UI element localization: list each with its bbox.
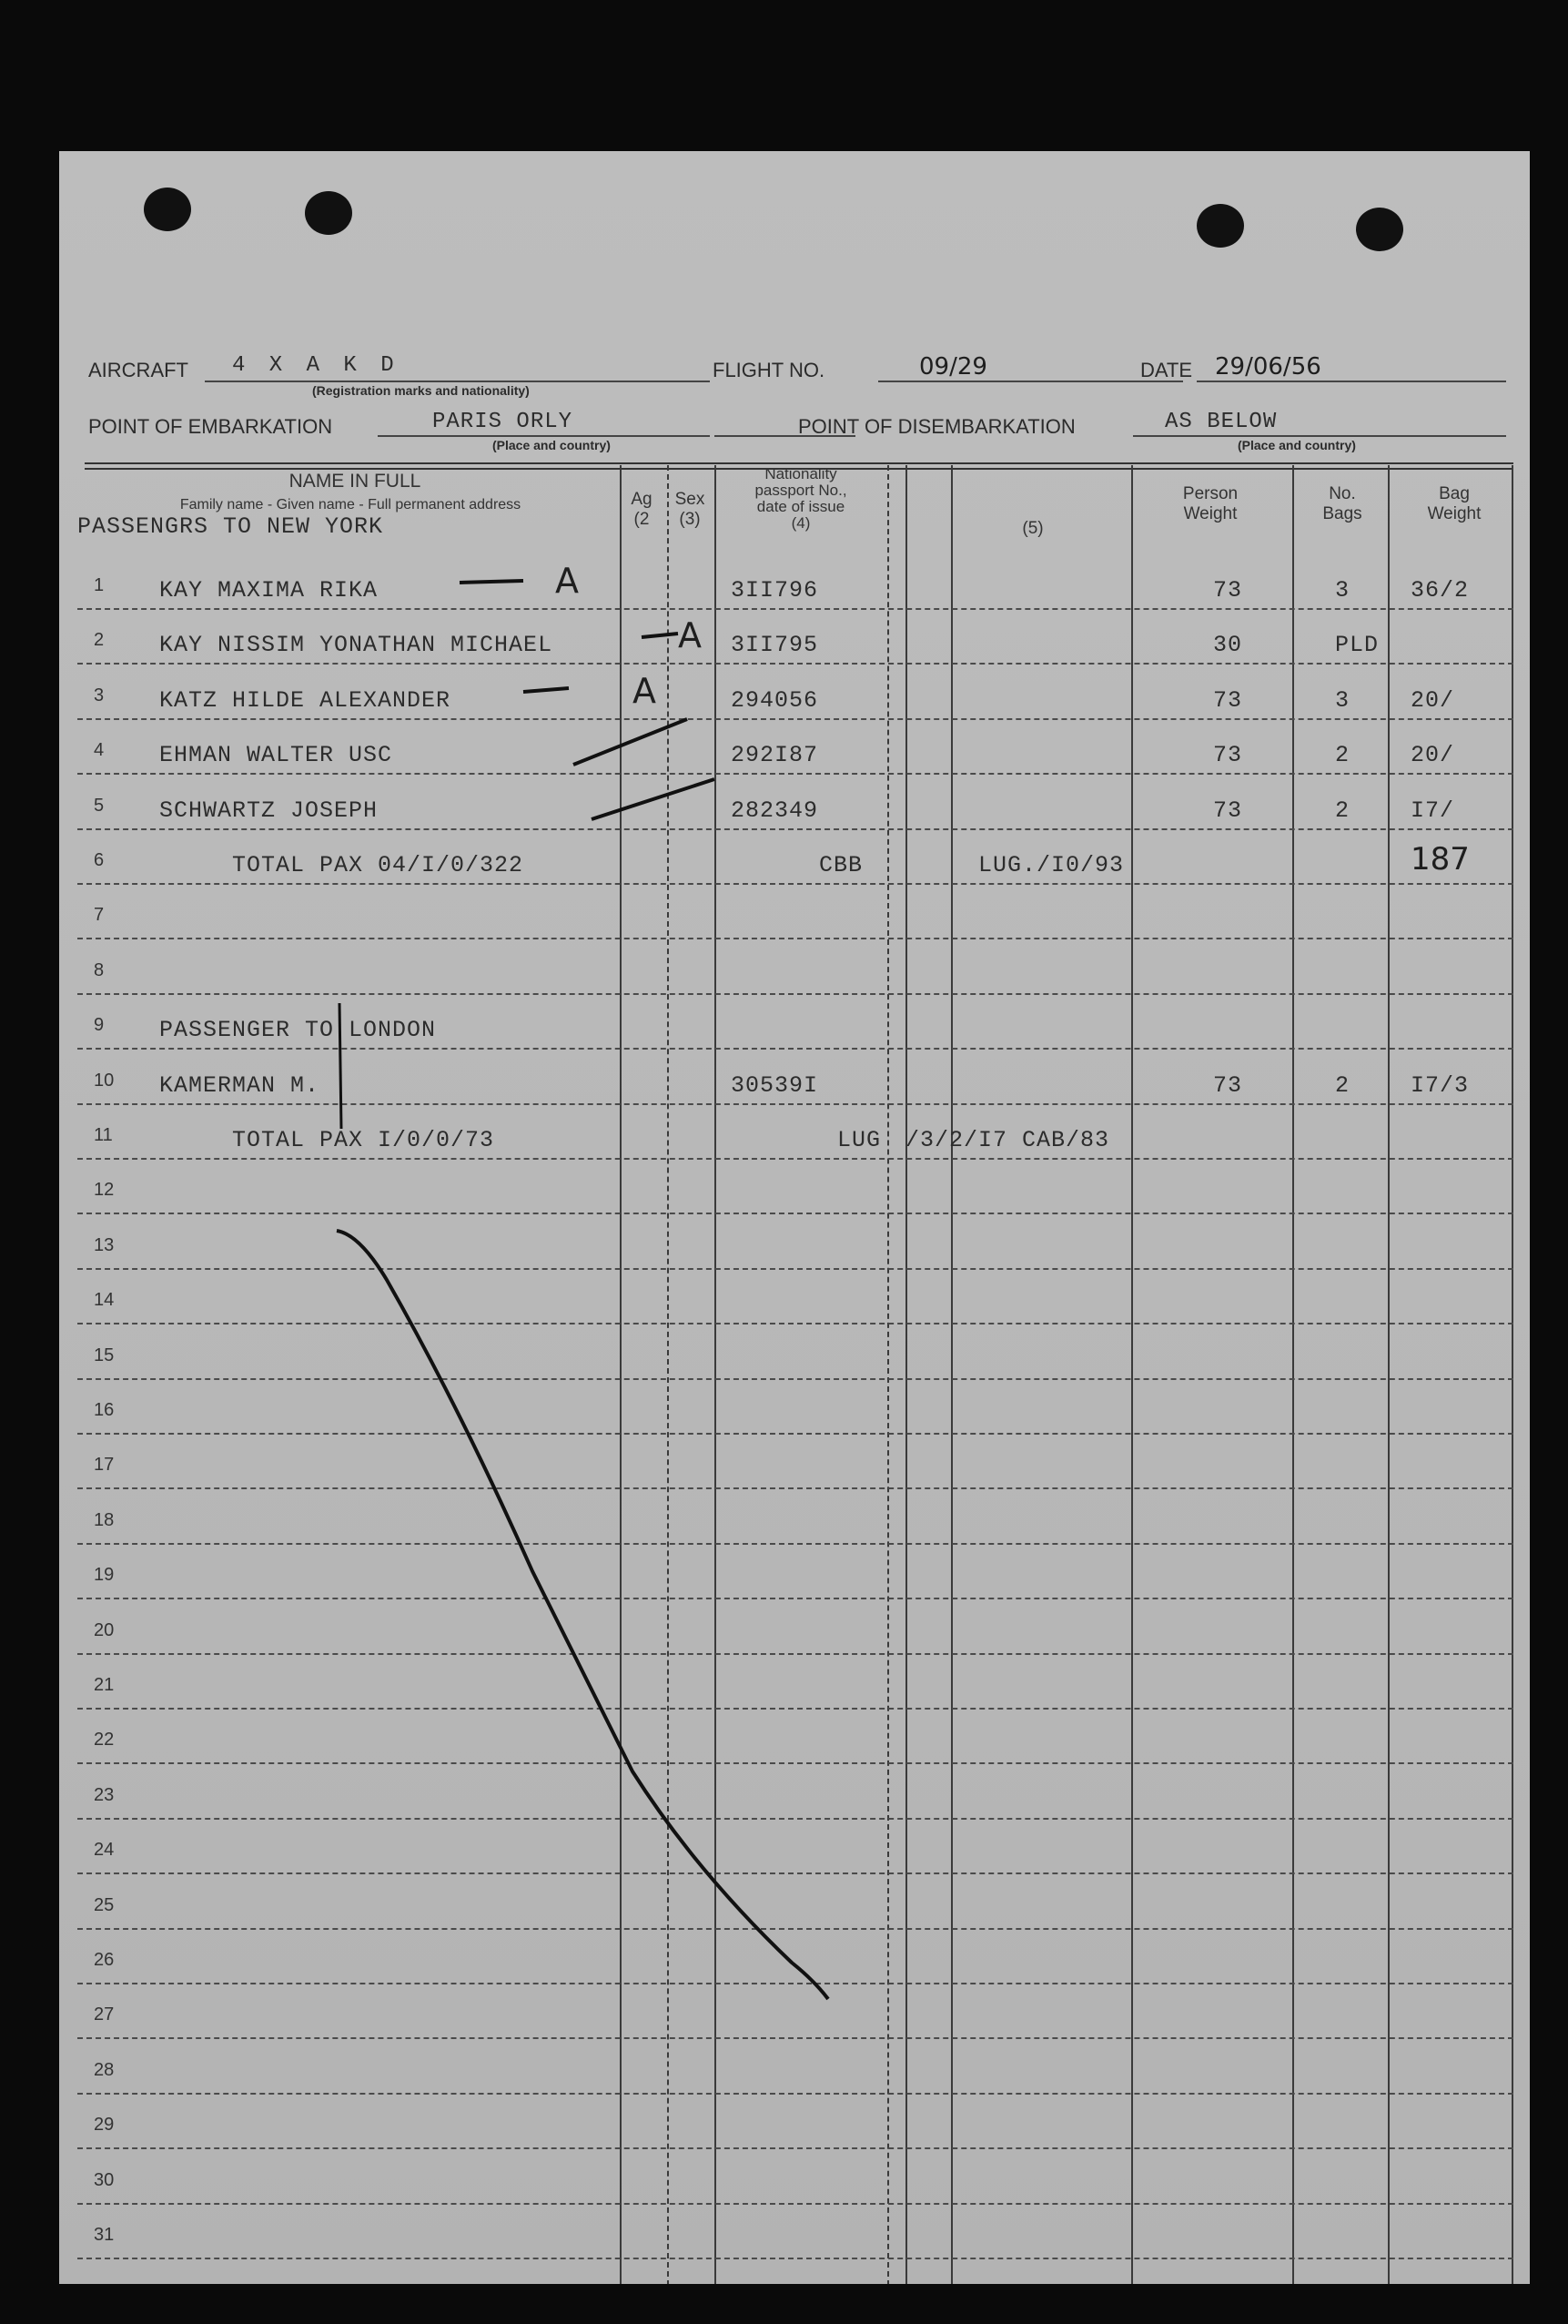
passenger-name: KAY MAXIMA RIKA bbox=[159, 577, 379, 604]
col-sex-label: Sex bbox=[674, 490, 705, 509]
col-person-weight-l1: Person bbox=[1182, 484, 1239, 503]
col-age-label: Ag bbox=[631, 490, 652, 509]
handwritten-marks bbox=[59, 151, 1530, 2284]
passenger-name: EHMAN WALTER USC bbox=[159, 742, 393, 769]
passenger-name: TOTAL PAX I/0/0/73 bbox=[232, 1127, 495, 1153]
person-weight: 73 bbox=[1213, 742, 1243, 769]
bag-weight: I7/ bbox=[1411, 797, 1455, 824]
aircraft-note: (Registration marks and nationality) bbox=[312, 383, 530, 398]
col-age-num: (2 bbox=[633, 510, 650, 529]
col-nat-line1: Nationality bbox=[764, 465, 837, 482]
row-number: 29 bbox=[94, 2115, 115, 2136]
row-number: 12 bbox=[94, 1180, 115, 1201]
row-number: 3 bbox=[94, 685, 105, 705]
date-label: DATE bbox=[1140, 359, 1193, 381]
row-number: 15 bbox=[94, 1345, 115, 1365]
row-number: 6 bbox=[94, 850, 105, 870]
check-stroke bbox=[592, 779, 714, 819]
person-weight: 30 bbox=[1213, 632, 1243, 659]
bag-weight: 36/2 bbox=[1411, 577, 1470, 604]
check-stroke bbox=[573, 719, 687, 765]
row-number: 17 bbox=[94, 1455, 115, 1476]
bag-weight: I7/3 bbox=[1411, 1071, 1470, 1099]
row-number: 18 bbox=[94, 1509, 115, 1530]
handwritten-mark: A bbox=[555, 561, 579, 601]
row-number: 22 bbox=[94, 1730, 115, 1751]
row-number: 8 bbox=[94, 959, 105, 980]
row-number: 11 bbox=[94, 1125, 113, 1145]
passport-number: 3II796 bbox=[731, 577, 819, 604]
col-bag-weight-l2: Weight bbox=[1427, 504, 1482, 523]
passport-number: 3II795 bbox=[731, 632, 819, 659]
embarkation-value: PARIS ORLY bbox=[432, 410, 573, 434]
row-number: 14 bbox=[94, 1290, 115, 1311]
passenger-name: KAY NISSIM YONATHAN MICHAEL bbox=[159, 632, 553, 659]
bag-count: 2 bbox=[1335, 797, 1351, 824]
handwritten-mark: A bbox=[632, 670, 656, 711]
embarkation-label: POINT OF EMBARKATION bbox=[88, 415, 333, 438]
disembarkation-note: (Place and country) bbox=[1238, 438, 1356, 452]
aircraft-value: 4 X A K D bbox=[232, 353, 400, 378]
check-stroke bbox=[339, 1003, 341, 1129]
row-number: 2 bbox=[94, 630, 105, 651]
manifest-sheet bbox=[59, 151, 1530, 2284]
row-number: 24 bbox=[94, 1840, 115, 1861]
passport-number: 294056 bbox=[731, 686, 819, 714]
row-number: 13 bbox=[94, 1234, 115, 1255]
passenger-name: KATZ HILDE ALEXANDER bbox=[159, 686, 451, 714]
bag-count: 2 bbox=[1335, 742, 1351, 769]
row-number: 10 bbox=[94, 1070, 115, 1091]
row-number: 25 bbox=[94, 1894, 115, 1915]
flight-label: FLIGHT NO. bbox=[713, 359, 825, 381]
bag-weight: 20/ bbox=[1411, 742, 1455, 769]
row-number: 16 bbox=[94, 1400, 115, 1420]
col-nat-num: (4) bbox=[791, 514, 811, 532]
date-value: 29/06/56 bbox=[1215, 353, 1321, 381]
passenger-name: PASSENGER TO LONDON bbox=[159, 1017, 437, 1044]
disembarkation-label: POINT OF DISEMBARKATION bbox=[798, 415, 1076, 438]
passport-number: 292I87 bbox=[731, 742, 819, 769]
col-bag-weight-l1: Bag bbox=[1439, 484, 1470, 503]
col5-value: /3/2/I7 CAB/83 bbox=[905, 1127, 1110, 1153]
bag-weight: 20/ bbox=[1411, 686, 1455, 714]
row-number: 28 bbox=[94, 2059, 115, 2080]
bag-count: 3 bbox=[1335, 686, 1351, 714]
passenger-name: SCHWARTZ JOSEPH bbox=[159, 797, 379, 824]
passenger-name: KAMERMAN M. bbox=[159, 1071, 320, 1099]
person-weight: 73 bbox=[1213, 797, 1243, 824]
embarkation-note: (Place and country) bbox=[492, 438, 611, 452]
row-number: 1 bbox=[94, 575, 105, 595]
col-person-weight-l2: Weight bbox=[1183, 504, 1238, 523]
col-name-subtitle: Family name - Given name - Full permanent address bbox=[179, 497, 521, 512]
section-title-new-york: PASSENGRS TO NEW YORK bbox=[77, 513, 384, 540]
col-bags-l1: No. bbox=[1329, 484, 1356, 503]
passenger-name: TOTAL PAX 04/I/0/322 bbox=[232, 852, 524, 878]
check-stroke bbox=[523, 688, 569, 692]
person-weight: 73 bbox=[1213, 686, 1243, 714]
row-number: 5 bbox=[94, 795, 105, 816]
row-number: 31 bbox=[94, 2225, 115, 2245]
bag-count: 3 bbox=[1335, 577, 1351, 604]
row-number: 30 bbox=[94, 2169, 115, 2190]
check-stroke bbox=[460, 581, 523, 583]
diagonal-cancel-line bbox=[337, 1231, 828, 1999]
row-number: 27 bbox=[94, 2004, 115, 2025]
row-number: 9 bbox=[94, 1015, 105, 1036]
row-number: 26 bbox=[94, 1950, 115, 1970]
col-nat-line2: passport No., bbox=[754, 482, 847, 499]
disembarkation-value: AS BELOW bbox=[1165, 410, 1278, 434]
row-number: 23 bbox=[94, 1784, 115, 1805]
row-number: 19 bbox=[94, 1565, 115, 1586]
passport-number: 30539I bbox=[731, 1071, 819, 1099]
passport-number: LUG bbox=[837, 1127, 882, 1153]
bag-count: PLD bbox=[1335, 632, 1380, 659]
col5-value: LUG./I0/93 bbox=[978, 852, 1125, 878]
col-sex-num: (3) bbox=[679, 510, 701, 529]
row-number: 21 bbox=[94, 1675, 115, 1695]
check-stroke bbox=[642, 634, 678, 637]
passport-number: CBB bbox=[819, 852, 864, 878]
row-number: 20 bbox=[94, 1619, 115, 1640]
flight-value: 09/29 bbox=[919, 353, 987, 381]
col-name-title: NAME IN FULL bbox=[288, 471, 421, 492]
row-number: 7 bbox=[94, 905, 105, 926]
handwritten-mark: A bbox=[678, 615, 702, 656]
person-weight: 73 bbox=[1213, 1071, 1243, 1099]
bag-weight: 187 bbox=[1411, 841, 1470, 878]
col-bags-l2: Bags bbox=[1322, 504, 1362, 523]
passport-number: 282349 bbox=[731, 797, 819, 824]
col-nat-line3: date of issue bbox=[756, 498, 845, 515]
col-5: (5) bbox=[1022, 519, 1044, 538]
bag-count: 2 bbox=[1335, 1071, 1351, 1099]
aircraft-label: AIRCRAFT bbox=[88, 359, 188, 381]
person-weight: 73 bbox=[1213, 577, 1243, 604]
row-number: 4 bbox=[94, 740, 105, 761]
